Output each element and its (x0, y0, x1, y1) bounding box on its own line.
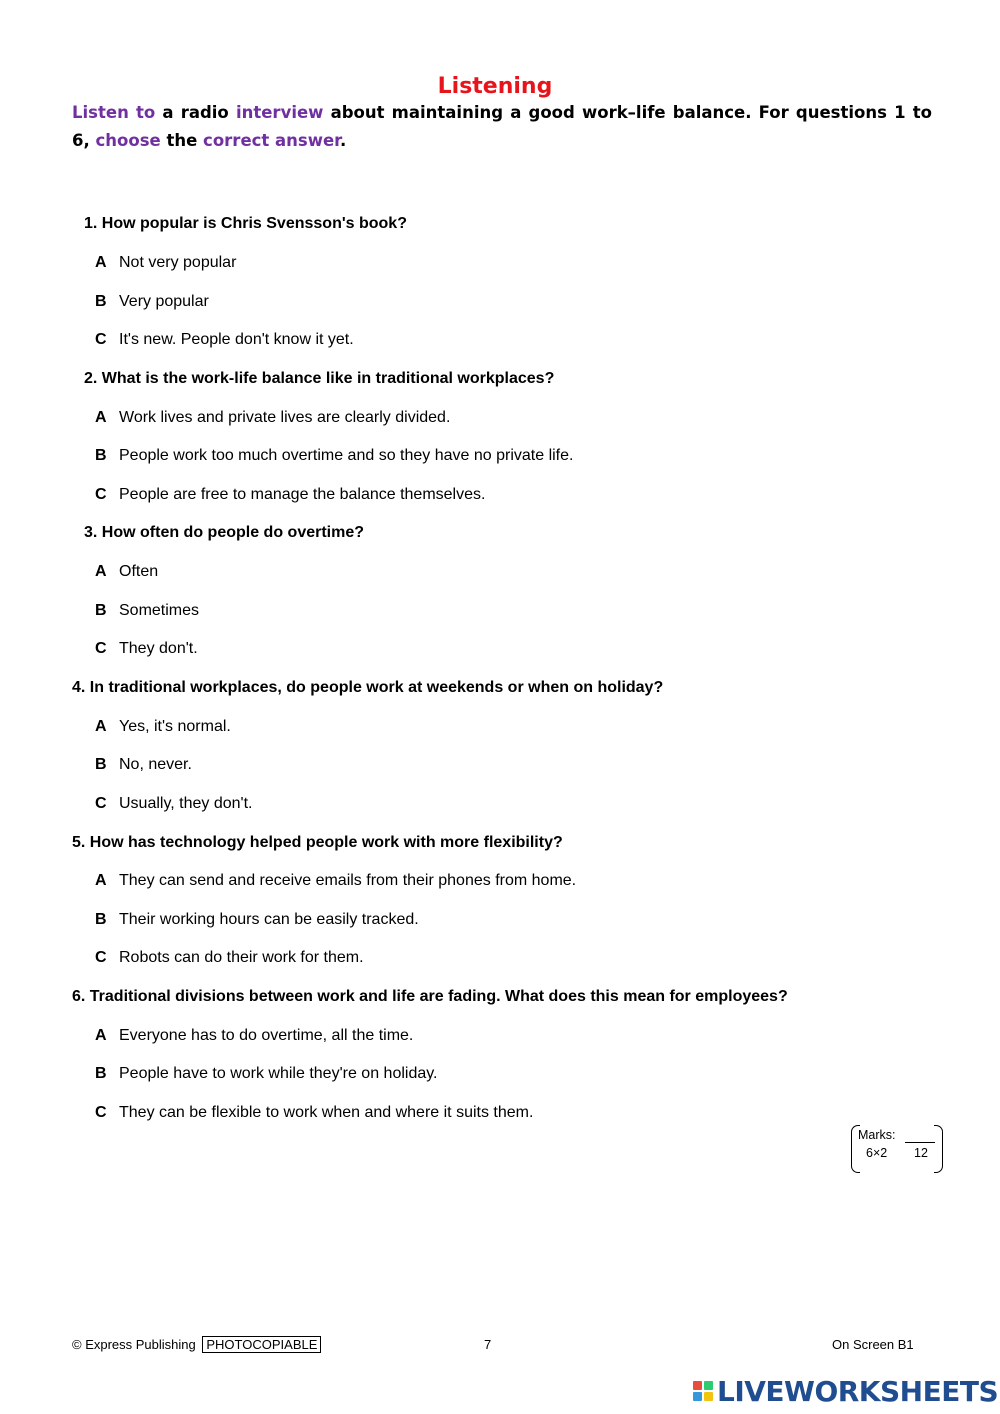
option-letter: A (95, 563, 107, 580)
option-letter: B (95, 602, 107, 619)
question-5-option-b[interactable] (95, 911, 419, 929)
option-letter: C (95, 795, 107, 812)
instruction-highlight-interview: interview (235, 103, 324, 122)
instruction-text: a radio (155, 103, 236, 122)
page-title: Listening (437, 74, 553, 99)
option-letter: B (95, 447, 107, 464)
footer-copyright (72, 1337, 321, 1352)
instruction-highlight-choose: choose (95, 131, 161, 150)
page-number: 7 (484, 1337, 492, 1352)
question-1-option-b[interactable] (95, 293, 209, 311)
option-text: Often (119, 563, 159, 580)
option-text: They can send and receive emails from their phones from home. (119, 872, 577, 889)
question-3-option-b[interactable] (95, 602, 199, 620)
marks-total: 12 (914, 1146, 928, 1160)
book-title: On Screen B1 (832, 1337, 914, 1352)
option-text: People are free to manage the balance themselves. (119, 486, 486, 503)
option-letter: A (95, 409, 107, 426)
photocopiable-label: PHOTOCOPIABLE (202, 1336, 321, 1353)
question-6-option-c[interactable] (95, 1104, 533, 1122)
option-letter: C (95, 640, 107, 657)
question-3-option-a[interactable] (95, 563, 158, 581)
question-2-option-c[interactable] (95, 486, 485, 504)
liveworksheets-logo-icon (693, 1381, 713, 1401)
option-text: Sometimes (119, 602, 200, 619)
question-3: 3. How often do people do overtime? (84, 524, 365, 541)
option-text: No, never. (119, 756, 192, 773)
option-text: Work lives and private lives are clearly divided. (119, 409, 451, 426)
question-5: 5. How has technology helped people work with more flexibility? (72, 834, 563, 851)
option-letter: B (95, 756, 107, 773)
copyright-text: © Express Publishing (72, 1337, 196, 1352)
question-2-option-b[interactable] (95, 447, 573, 465)
question-4-option-c[interactable] (95, 795, 253, 813)
marks-label: Marks: (858, 1128, 896, 1142)
question-6-option-a[interactable] (95, 1027, 413, 1045)
option-letter: B (95, 911, 107, 928)
instructions (72, 99, 932, 155)
option-letter: B (95, 293, 107, 310)
question-4-option-a[interactable] (95, 718, 231, 736)
option-text: Their working hours can be easily tracked. (119, 911, 419, 928)
question-5-option-a[interactable] (95, 872, 576, 890)
option-text: Very popular (119, 293, 209, 310)
question-1-option-a[interactable] (95, 254, 236, 272)
instruction-highlight-correct-answer: correct answer (203, 131, 340, 150)
question-5-option-c[interactable] (95, 949, 364, 967)
option-letter: A (95, 254, 107, 271)
option-text: Not very popular (119, 254, 237, 271)
option-text: It's new. People don't know it yet. (119, 331, 354, 348)
option-letter: C (95, 1104, 107, 1121)
marks-box (851, 1125, 943, 1174)
option-letter: C (95, 949, 107, 966)
instruction-highlight-listen: Listen to (72, 103, 156, 122)
question-2: 2. What is the work-life balance like in traditional workplaces? (84, 370, 555, 387)
question-1: 1. How popular is Chris Svensson's book? (84, 215, 407, 232)
option-text: They can be flexible to work when and where it suits them. (119, 1104, 534, 1121)
option-text: People have to work while they're on holiday. (119, 1065, 438, 1082)
liveworksheets-logo-text: LIVEWORKSHEETS (717, 1374, 999, 1408)
option-text: People work too much overtime and so they have no private life. (119, 447, 574, 464)
option-text: Everyone has to do overtime, all the time. (119, 1027, 414, 1044)
instruction-text: the (160, 131, 204, 150)
option-letter: B (95, 1065, 107, 1082)
option-text: Usually, they don't. (119, 795, 253, 812)
liveworksheets-logo[interactable] (693, 1374, 998, 1408)
marks-score-line[interactable] (905, 1142, 935, 1143)
question-4-option-b[interactable] (95, 756, 192, 774)
question-1-option-c[interactable] (95, 331, 354, 349)
question-4: 4. In traditional workplaces, do people work at weekends or when on holiday? (72, 679, 664, 696)
marks-formula: 6×2 (866, 1146, 888, 1160)
option-letter: A (95, 718, 107, 735)
question-6: 6. Traditional divisions between work and life are fading. What does this mean for employees? (72, 988, 788, 1005)
option-letter: A (95, 1027, 107, 1044)
question-2-option-a[interactable] (95, 409, 450, 427)
question-6-option-b[interactable] (95, 1065, 438, 1083)
instruction-text: . (339, 131, 347, 150)
question-3-option-c[interactable] (95, 640, 198, 658)
instruction-text: about maintaining a good work–life balance. For questions 1 to 6, (72, 103, 932, 150)
option-text: They don't. (119, 640, 198, 657)
option-letter: C (95, 331, 107, 348)
option-letter: A (95, 872, 107, 889)
marks-bracket-right (934, 1125, 943, 1173)
option-text: Robots can do their work for them. (119, 949, 364, 966)
option-letter: C (95, 486, 107, 503)
option-text: Yes, it's normal. (119, 718, 231, 735)
